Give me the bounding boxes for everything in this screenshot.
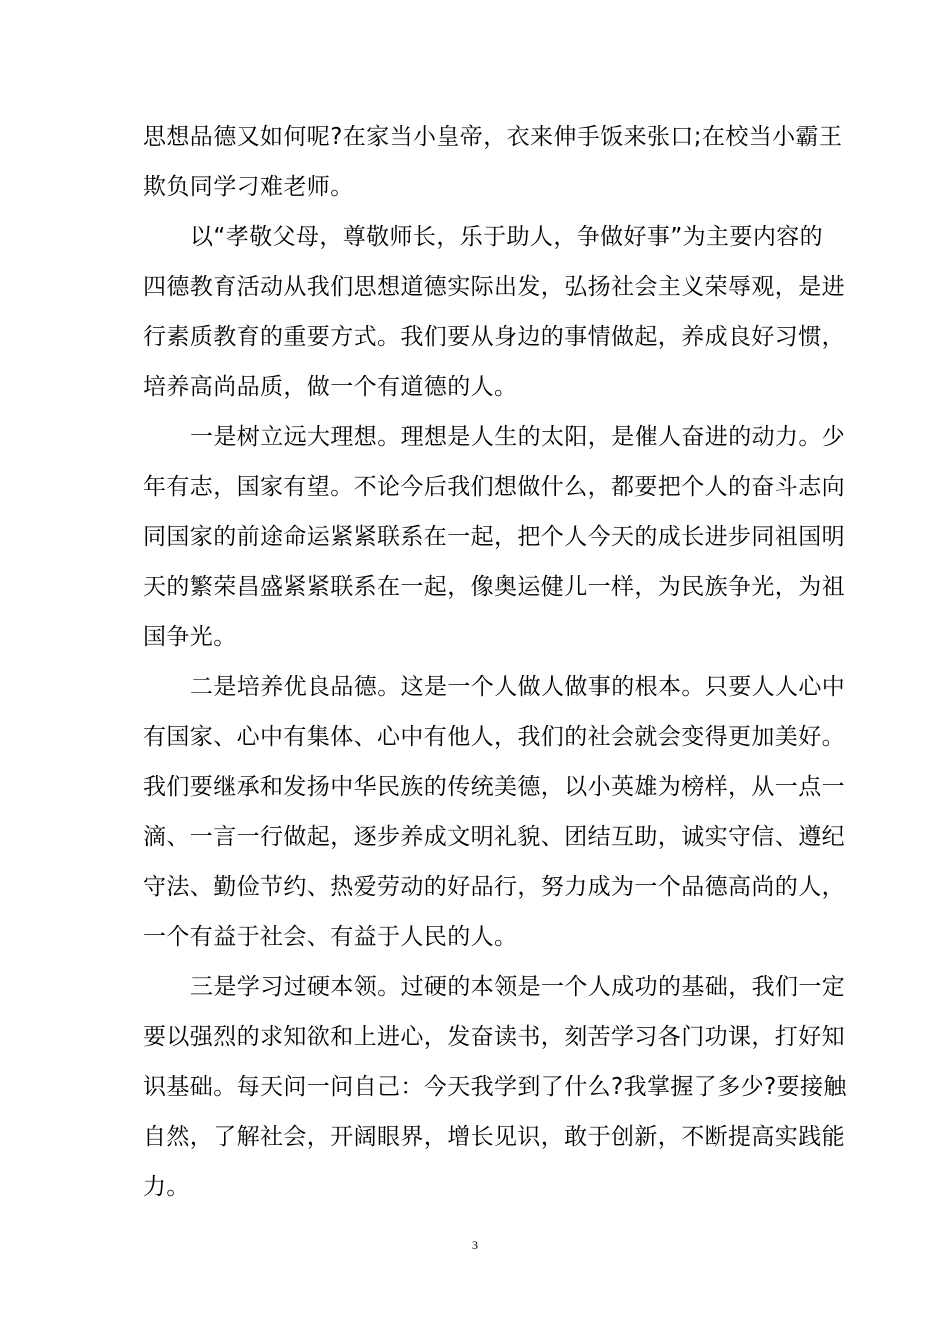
paragraph-2-line-3: 行素质教育的重要方式。我们要从身边的事情做起，养成良好习惯， bbox=[143, 324, 845, 350]
page-number: 3 bbox=[472, 1238, 478, 1252]
paragraph-5-line-4: 自然，了解社会，开阔眼界，增长见识，敢于创新，不断提高实践能 bbox=[143, 1124, 845, 1150]
paragraph-3-line-2: 年有志，国家有望。不论今后我们想做什么，都要把个人的奋斗志向 bbox=[143, 474, 845, 500]
paragraph-4-line-3: 我们要继承和发扬中华民族的传统美德，以小英雄为榜样，从一点一 bbox=[143, 774, 845, 800]
paragraph-5-line-3: 识基础。每天问一问自己：今天我学到了什么?我掌握了多少?要接触 bbox=[143, 1074, 847, 1100]
paragraph-4-line-5: 守法、勤俭节约、热爱劳动的好品行，努力成为一个品德高尚的人， bbox=[143, 874, 845, 900]
paragraph-2-line-1: 以“孝敬父母，尊敬师长，乐于助人，争做好事”为主要内容的 bbox=[190, 224, 824, 250]
paragraph-2-line-2: 四德教育活动从我们思想道德实际出发，弘扬社会主义荣辱观，是进 bbox=[143, 274, 845, 300]
paragraph-3-line-1: 一是树立远大理想。理想是人生的太阳，是催人奋进的动力。少 bbox=[190, 424, 846, 450]
paragraph-3-line-3: 同国家的前途命运紧紧联系在一起，把个人今天的成长进步同祖国明 bbox=[143, 524, 845, 550]
paragraph-4-line-1: 二是培养优良品德。这是一个人做人做事的根本。只要人人心中 bbox=[190, 674, 846, 700]
paragraph-5-line-1: 三是学习过硬本领。过硬的本领是一个人成功的基础，我们一定 bbox=[190, 974, 846, 1000]
paragraph-1-line-1: 思想品德又如何呢?在家当小皇帝，衣来伸手饭来张口;在校当小霸王 bbox=[143, 124, 843, 150]
paragraph-1-line-2: 欺负同学刁难老师。 bbox=[143, 174, 354, 200]
paragraph-4-line-2: 有国家、心中有集体、心中有他人，我们的社会就会变得更加美好。 bbox=[143, 724, 845, 750]
paragraph-2-line-4: 培养高尚品质，做一个有道德的人。 bbox=[143, 374, 518, 400]
paragraph-3-line-4: 天的繁荣昌盛紧紧联系在一起，像奥运健儿一样，为民族争光，为祖 bbox=[143, 574, 845, 600]
paragraph-3-line-5: 国争光。 bbox=[143, 624, 237, 650]
paragraph-4-line-6: 一个有益于社会、有益于人民的人。 bbox=[143, 924, 518, 950]
paragraph-4-line-4: 滴、一言一行做起，逐步养成文明礼貌、团结互助，诚实守信、遵纪 bbox=[143, 824, 845, 850]
paragraph-5-line-2: 要以强烈的求知欲和上进心，发奋读书，刻苦学习各门功课，打好知 bbox=[143, 1024, 845, 1050]
paragraph-5-line-5: 力。 bbox=[143, 1174, 190, 1200]
